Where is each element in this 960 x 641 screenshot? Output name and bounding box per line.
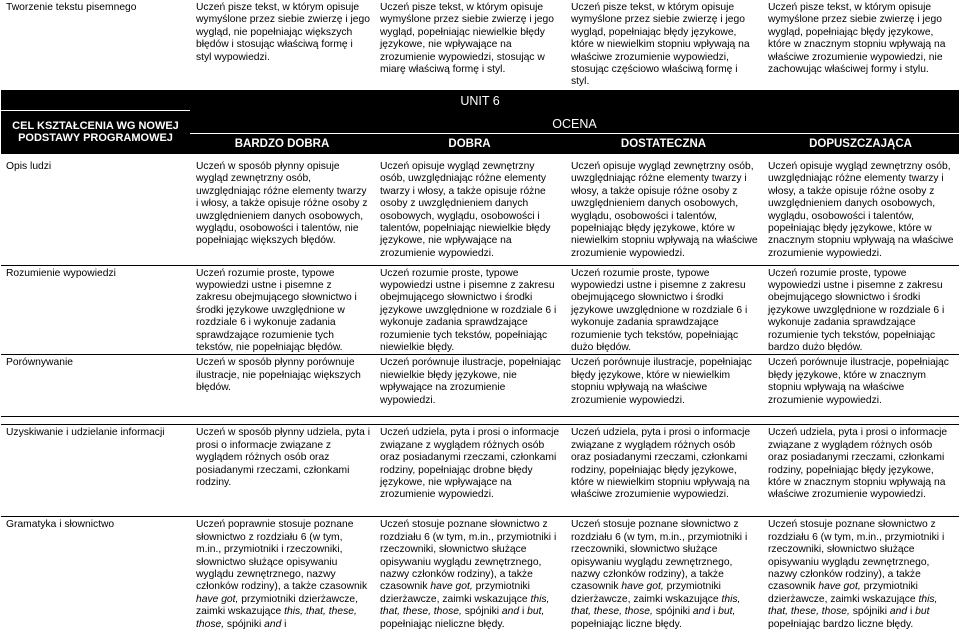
criterion-comprehension: Rozumienie wypowiedzi: [1, 265, 190, 355]
cell-description-very-good: Uczeń w sposób płynny opisuje wygląd zewnętrzny osób, uwzględniając różne elementy twarzy i włosy, a także opisuje różne osoby z uwzględnieniem danych osobowych, wyglądu, osobowości i talentów, nie popełniając większych błędów.: [196, 161, 368, 247]
level-good: DOBRA: [374, 134, 565, 155]
text-part: popełniając bardzo liczne błędy.: [768, 618, 914, 630]
text-italic: this, that, these, those,: [768, 593, 938, 618]
criterion-grammar: Gramatyka i słownictwo: [6, 519, 115, 531]
cell-comparison-acceptable: Uczeń porównuje ilustracje, popełniając błędy językowe, które w znacznym stopniu wpływają na właściwe zrozumienie wypowiedzi.: [762, 355, 959, 417]
level-sufficient: DOSTATECZNA: [565, 134, 762, 155]
cell-comprehension-very-good: Uczeń rozumie proste, typowe wypowiedzi ustne i pisemne z zakresu obejmującego słownictwo i środki językowe uwzględnione w rozdziale 6 i wykonuje zadania sprawdzające rozumienie tych tekstów, nie popełniając błędów.: [190, 265, 374, 355]
criterion-information: Uzyskiwanie i udzielanie informacji: [1, 425, 190, 517]
text-italic: and: [889, 606, 908, 618]
text-part: Uczeń stosuje poznane słownictwo z rozdziału 6 (w tym, m.in., przymiotniki i rzeczowniki, słownictwo służące opisywaniu wyglądu zewnętrznego, nazwy członków rodziny), a także czasownik: [768, 519, 945, 593]
cell-information-very-good: Uczeń w sposób płynny udziela, pyta i prosi o informacje związane z wyglądem różnych osób oraz posiadanymi rzeczami, członkami rodziny.: [190, 425, 374, 517]
criterion-writing: Tworzenie tekstu pisemnego: [1, 0, 190, 90]
cell-comparison-very-good: Uczeń w sposób płynny porównuje ilustracje, nie popełniając większych błędów.: [190, 355, 374, 417]
row-grammar: [1, 517, 959, 631]
row-comprehension: [1, 265, 959, 355]
text-part: przymiotniki dzierżawcze, zaimki wskazujące: [768, 581, 919, 605]
text-italic: this, that, these, those,: [380, 593, 550, 618]
grade-header: OCENA: [190, 110, 959, 134]
text-italic: but,: [718, 606, 736, 618]
text-part: przymiotniki dzierżawcze, zaimki wskazujące: [380, 581, 531, 605]
cell-comprehension-good: Uczeń rozumie proste, typowe wypowiedzi ustne i pisemne z zakresu obejmującego słownictwo i środki językowe uwzględnione w rozdziale 6 i wykonuje zadania sprawdzające rozumienie tych tekstów, popełniając niewielkie błędy.: [374, 265, 565, 355]
text-italic: and: [501, 606, 520, 618]
text-part: Uczeń stosuje poznane słownictwo z rozdziału 6 (w tym, m.in., przymiotniki i rzeczowniki, słownictwo służące opisywaniu wyglądu zewnętrznego, nazwy członków rodziny), a także czasownik: [571, 519, 748, 593]
cell-writing-sufficient: Uczeń pisze tekst, w którym opisuje wymyślone przez siebie zwierzę i jego wygląd, popełniając błędy językowe, które w niewielkim stopniu wpływają na właściwe zrozumienie wypowiedzi, stosując częściowo właściwą formę i styl.: [565, 0, 762, 90]
text-italic: have got,: [818, 581, 861, 593]
cell-comprehension-sufficient: Uczeń rozumie proste, typowe wypowiedzi ustne i pisemne z zakresu obejmującego słownictwo i środki językowe uwzględnione w rozdziale 6 i wykonuje zadania sprawdzające rozumienie tych tekstów, popełniając dużo błędów.: [565, 265, 762, 355]
text-part: przymiotniki dzierżawcze, zaimki wskazujące: [571, 581, 722, 605]
cell-grammar-good: [374, 517, 565, 631]
text-italic: and: [692, 606, 711, 618]
cell-information-acceptable: Uczeń udziela, pyta i prosi o informacje związane z wyglądem różnych osób oraz posiadanymi rzeczami, członkami rodziny, popełniając błędy językowe, które w znacznym stopniu wpływają na właściwe zrozumienie wypowiedzi.: [762, 425, 959, 517]
text-part: i: [519, 606, 528, 618]
text-part: spójniki: [652, 606, 693, 618]
cell-comparison-sufficient: Uczeń porównuje ilustracje, popełniając błędy językowe, które w niewielkim stopniu wpływają na właściwe zrozumienie wypowiedzi.: [565, 355, 762, 417]
text-part: spójniki: [224, 618, 265, 630]
text-italic: have got,: [196, 593, 239, 605]
unit-row: [1, 90, 959, 110]
goal-header: CEL KSZTAŁCENIA WG NOWEJ PODSTAWY PROGRAMOWEJ: [1, 110, 190, 154]
criterion-description: Opis ludzi: [6, 161, 52, 172]
spacer-2: [1, 417, 959, 425]
text-part: i: [710, 606, 719, 618]
text-part: i: [281, 618, 287, 630]
text-italic: but: [915, 606, 930, 618]
cell-comparison-good: Uczeń porównuje ilustracje, popełniając niewielkie błędy językowe, nie wpływające na zrozumienie wypowiedzi.: [374, 355, 565, 417]
text-italic: this, that, these, those,: [196, 606, 357, 630]
cell-description-acceptable: Uczeń opisuje wygląd zewnętrzny osób, uwzględniając różne elementy twarzy i włosy, a także opisuje różne osoby z uwzględnieniem danych osobowych, wyglądu, osobowości i talentów, popełniając błędy językowe, które w znacznym stopniu wpływają na właściwe zrozumienie wypowiedzi.: [768, 161, 954, 259]
spacer-row-2: [1, 417, 959, 425]
cell-grammar-very-good: [190, 517, 374, 631]
text-italic: this, that, these, those,: [571, 593, 741, 618]
unit-title: UNIT 6: [1, 90, 959, 110]
assessment-table: [1, 0, 959, 631]
text-part: spójniki: [849, 606, 890, 618]
row-description: [1, 159, 959, 265]
row-information: [1, 425, 959, 517]
cell-information-sufficient: Uczeń udziela, pyta i prosi o informacje związane z wyglądem różnych osób oraz posiadanymi rzeczami, członkami rodziny, popełniając błędy językowe, które w niewielkim stopniu wpływają na właściwe zrozumienie wypowiedzi.: [565, 425, 762, 517]
cell-writing-acceptable: Uczeń pisze tekst, w którym opisuje wymyślone przez siebie zwierzę i jego wygląd, popełniając błędy językowe, które w znacznym stopniu wpływają na właściwe zrozumienie wypowiedzi, nie zachowując właściwej formy i stylu.: [762, 0, 959, 90]
text-part: popełniając nieliczne błędy.: [380, 618, 505, 630]
cell-grammar-acceptable: [762, 517, 959, 631]
criterion-comparison: Porównywanie: [1, 355, 190, 417]
text-italic: and: [264, 618, 282, 630]
level-acceptable: DOPUSZCZAJĄCA: [762, 134, 959, 155]
header-row: [1, 110, 959, 134]
row-comparison: [1, 355, 959, 417]
cell-grammar-sufficient: [565, 517, 762, 631]
text-part: spójniki: [461, 606, 502, 618]
cell-writing-good: Uczeń pisze tekst, w którym opisuje wymyślone przez siebie zwierzę i jego wygląd, popełniając niewielkie błędy językowe, nie wpływające na zrozumienie wypowiedzi, stosując w miarę właściwą formę i styl.: [374, 0, 565, 90]
text-part: Uczeń poprawnie stosuje poznane słownictwo z rozdziału 6 (w tym, m.in., przymiotniki i rzeczowniki, słownictwo służące opisywaniu wyglądu zewnętrznego, nazwy członków rodziny), a także czasownik: [196, 519, 368, 593]
text-italic: have got,: [621, 581, 664, 593]
cell-writing-very-good: Uczeń pisze tekst, w którym opisuje wymyślone przez siebie zwierzę i jego wygląd, nie popełniając większych błędów i stosując właściwą formę i styl wypowiedzi.: [190, 0, 374, 90]
text-part: i: [907, 606, 916, 618]
cell-comprehension-acceptable: Uczeń rozumie proste, typowe wypowiedzi ustne i pisemne z zakresu obejmującego słownictwo i środki językowe uwzględnione w rozdziale 6 i wykonuje zadania sprawdzające rozumienie tych tekstów, popełniając bardzo dużo błędów.: [762, 265, 959, 355]
cell-description-sufficient: Uczeń opisuje wygląd zewnętrzny osób, uwzględniając różne elementy twarzy i włosy, a także opisuje różne osoby z uwzględnieniem danych osobowych, wyglądu, osobowości i talentów, popełniając błędy językowe, które w niewielkim stopniu wpływają na właściwe zrozumienie wypowiedzi.: [571, 161, 758, 259]
text-italic: have got,: [430, 581, 473, 593]
row-writing: [1, 0, 959, 90]
level-very-good: BARDZO DOBRA: [190, 134, 374, 155]
cell-description-good: Uczeń opisuje wygląd zewnętrzny osób, uwzględniając różne elementy twarzy i włosy, a także opisuje różne osoby z uwzględnieniem danych osobowych, wyglądu, osobowości i talentów, popełniając niewielkie błędy językowe, nie wpływające na zrozumienie wypowiedzi.: [380, 161, 551, 259]
text-part: przymiotniki dzierżawcze, zaimki wskazujące: [196, 593, 358, 618]
cell-information-good: Uczeń udziela, pyta i prosi o informacje związane z wyglądem różnych osób oraz posiadanymi rzeczami, członkami rodziny, popełniając drobne błędy językowe, nie wpływające na zrozumienie wypowiedzi.: [374, 425, 565, 517]
text-italic: but,: [527, 606, 545, 618]
text-part: popełniając liczne błędy.: [571, 618, 682, 630]
text-part: Uczeń stosuje poznane słownictwo z rozdziału 6 (w tym, m.in., przymiotniki i rzeczowniki, słownictwo służące opisywaniu wyglądu zewnętrznego, nazwy członków rodziny), a także czasownik: [380, 519, 557, 593]
